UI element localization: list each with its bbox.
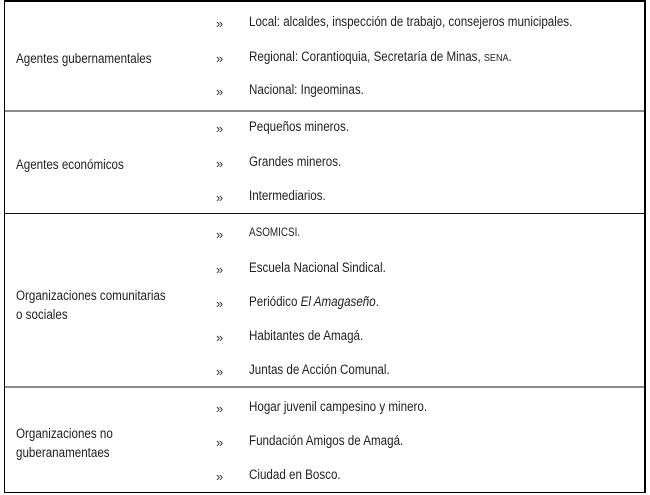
bullet-icon: » bbox=[216, 469, 224, 484]
list-item bbox=[5, 225, 644, 245]
item-text: Grandes mineros. bbox=[249, 154, 342, 169]
actors-table bbox=[4, 0, 646, 493]
table-row-organizaciones-no-gubernamentales bbox=[5, 388, 644, 493]
bullet-icon: » bbox=[216, 295, 224, 311]
item-text: Hogar juvenil campesino y minero. bbox=[249, 399, 428, 414]
item-text: ASOMICSI. bbox=[249, 226, 301, 239]
item-text: Escuela Nacional Sindical. bbox=[249, 259, 386, 275]
table-row-agentes-economicos bbox=[5, 112, 644, 214]
list-item bbox=[5, 433, 644, 453]
item-text: Local: alcaldes, inspección de trabajo, consejeros municipales. bbox=[249, 14, 573, 29]
bullet-icon: » bbox=[216, 435, 224, 450]
table-row-agentes-gubernamentales bbox=[5, 2, 644, 112]
item-text: Habitantes de Amagá. bbox=[249, 327, 364, 343]
bullet-icon: » bbox=[216, 261, 224, 277]
item-text: Fundación Amigos de Amagá. bbox=[249, 433, 404, 448]
list-item bbox=[5, 82, 644, 102]
list-item bbox=[5, 399, 644, 419]
bullet-icon: » bbox=[216, 329, 224, 345]
table-row-organizaciones-comunitarias bbox=[5, 215, 644, 388]
list-item bbox=[5, 119, 644, 139]
category-label: Organizaciones no guberanamentaes bbox=[16, 426, 113, 460]
item-text: Ciudad en Bosco. bbox=[249, 467, 341, 482]
bullet-icon: » bbox=[216, 84, 224, 99]
category-label: Agentes gubernamentales bbox=[16, 51, 152, 66]
item-text: Nacional: Ingeominas. bbox=[249, 82, 364, 97]
bullet-icon: » bbox=[216, 156, 224, 171]
list-item bbox=[5, 260, 644, 280]
list-item bbox=[5, 49, 644, 69]
bullet-icon: » bbox=[216, 401, 224, 416]
item-text: Pequeños mineros. bbox=[249, 119, 350, 134]
category-label: Agentes económicos bbox=[16, 157, 124, 172]
list-item bbox=[5, 188, 644, 208]
item-text: Periódico El Amagaseño. bbox=[249, 293, 379, 309]
item-text: Intermediarios. bbox=[249, 188, 326, 203]
list-item bbox=[5, 14, 644, 34]
item-text: Juntas de Acción Comunal. bbox=[249, 361, 390, 377]
list-item bbox=[5, 328, 644, 348]
bullet-icon: » bbox=[216, 190, 224, 205]
bullet-icon: » bbox=[216, 16, 224, 31]
item-text: Regional: Corantioquia, Secretaría de Minas, SENA. bbox=[249, 49, 512, 64]
list-item bbox=[5, 467, 644, 487]
list-item bbox=[5, 294, 644, 314]
bullet-icon: » bbox=[216, 226, 224, 242]
category-label: Organizaciones comunitarias o sociales bbox=[16, 287, 166, 322]
bullet-icon: » bbox=[216, 363, 224, 379]
bullet-icon: » bbox=[216, 51, 224, 66]
list-item bbox=[5, 154, 644, 174]
bullet-icon: » bbox=[216, 121, 224, 136]
list-item bbox=[5, 362, 644, 382]
